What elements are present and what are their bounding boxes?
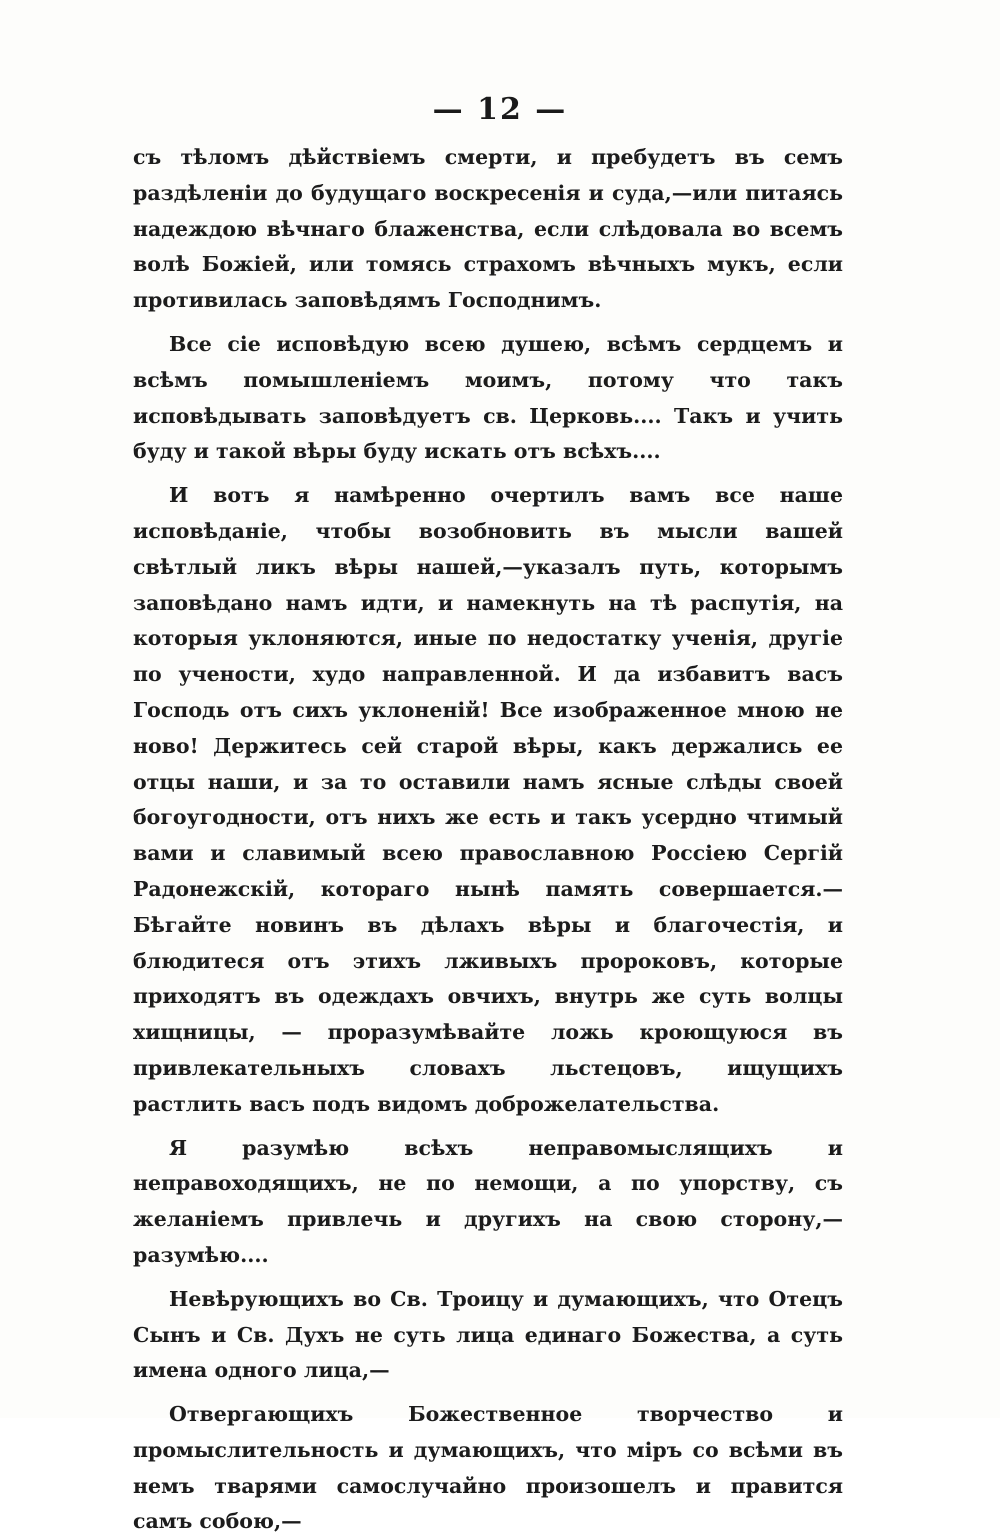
paragraph-creation: Отвергающихъ Божественное творчество и промыслительность и думающихъ, что міръ со всѣми въ немъ тварями самослучайно произошелъ и правится самъ собою,— [133,1402,843,1534]
paragraph-exhortation: И вотъ я намѣренно очертилъ вамъ все наше исповѣданіе, чтобы возобновить въ мысли вашей свѣтлый ликъ вѣры нашей,—указалъ путь, которымъ заповѣдано намъ идти, и намекнуть на тѣ распутія, на которыя уклоняются, иные по недостатку ученія, другіе по учености, худо направленной. И да избавитъ васъ Господь отъ сихъ уклоненій! Все изображенное мною не ново! Держитесь сей старой вѣры, какъ держались ее отцы наши, и за то оставили намъ ясные слѣды своей богоугодности, отъ нихъ же есть и такъ усердно чтимый вами и славимый всею православною Россіею Сергій Радонежскій, котораго нынѣ память совершается.—Бѣгайте новинъ въ дѣлахъ вѣры и благочестія, и блюдитеся отъ этихъ лживыхъ пророковъ, которые приходятъ въ одеждахъ овчихъ, внутрь же суть волцы хищницы, — проразумѣвайте ложь кроющуюся въ привлекательныхъ словахъ льстецовъ, ищущихъ растлить васъ подъ видомъ доброжелательства. [133,483,843,1116]
paragraph-continuation: съ тѣломъ дѣйствіемъ смерти, и пребудетъ въ семъ раздѣленіи до будущаго воскресенія и суда,—или питаясь надеждою вѣчнаго блаженства, если слѣдовала во всемъ волѣ Божіей, или томясь страхомъ вѣчныхъ мукъ, если противилась заповѣдямъ Господнимъ. [133,145,843,313]
paragraph-confession: Все сіе исповѣдую всею душею, всѣмъ сердцемъ и всѣмъ помышленіемъ моимъ, потому что такъ исповѣдывать заповѣдуетъ св. Церковь.... Такъ и учить буду и такой вѣры буду искать отъ всѣхъ.... [133,331,843,464]
page-body [133,140,843,1540]
paragraph-trinity: Невѣрующихъ во Св. Троицу и думающихъ, что Отецъ Сынъ и Св. Духъ не суть лица единаго Божества, а суть имена одного лица,— [133,1286,843,1383]
page-number: — 12 — [432,92,568,127]
paragraph-understanding: Я разумѣю всѣхъ неправомыслящихъ и неправоходящихъ, не по немощи, а по упорству, съ желаніемъ привлечь и другихъ на свою сторону,—разумѣю.... [133,1135,843,1267]
